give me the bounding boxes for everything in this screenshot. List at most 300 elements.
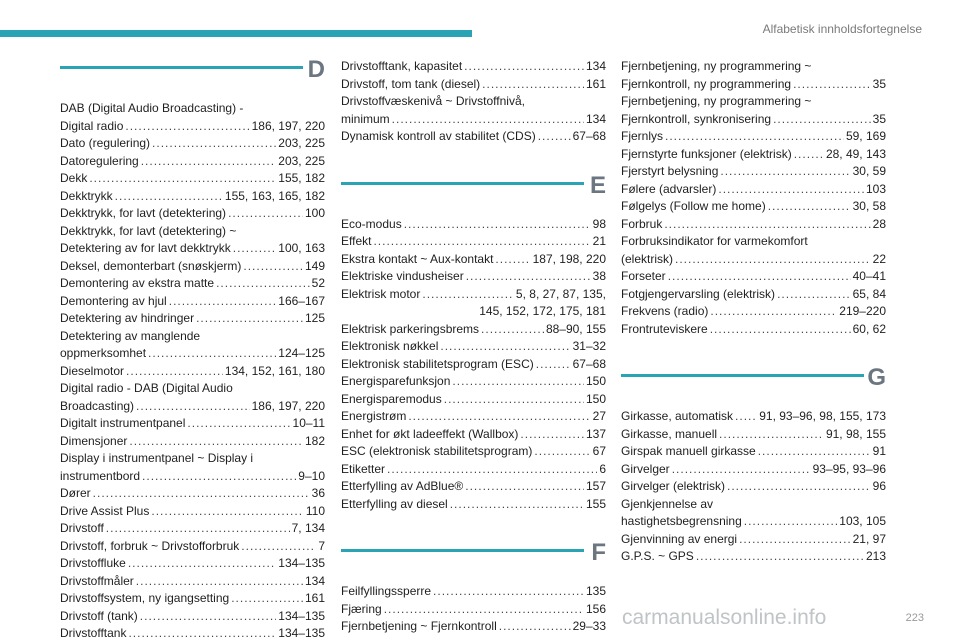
entry-row [621, 198, 886, 216]
entry-row [621, 128, 886, 146]
entry-row [621, 426, 886, 444]
index-entry [60, 450, 325, 485]
dot-leader [777, 286, 851, 304]
dot-leader [233, 240, 277, 258]
entry-pages: 150 [585, 374, 606, 388]
page-number: 223 [905, 612, 924, 624]
entry-pages: 134 [585, 111, 606, 126]
entry-pages: 100, 163 [278, 241, 325, 255]
entry-pages: 213 [865, 549, 886, 563]
entry-pages: 186, 197, 220 [251, 398, 325, 413]
index-section [621, 58, 886, 338]
entry-pages: 65, 84 [852, 286, 886, 301]
entry-term: Elektriske vindusheiser [341, 269, 464, 283]
entry-term: Elektronisk stabilitetsprogram (ESC) [341, 356, 534, 371]
index-column-1 [60, 58, 325, 643]
entry-term: Drivstoff (tank) [60, 608, 138, 623]
dot-leader [744, 513, 838, 531]
entry-pages: 203, 225 [278, 153, 325, 168]
entry-row [60, 573, 325, 591]
entry-term: Ekstra kontakt ~ Aux-kontakt [341, 251, 494, 266]
index-entry [60, 223, 325, 258]
entry-row [341, 216, 606, 234]
index-column-3 [621, 58, 886, 566]
entry-row [60, 555, 325, 573]
index-entry [621, 233, 886, 268]
entry-term: Energisparemodus [341, 391, 442, 406]
index-section [341, 171, 606, 514]
entry-term: hastighetsbegrensning [621, 514, 742, 528]
dot-leader [433, 583, 584, 601]
entry-pages: 60, 62 [852, 321, 886, 336]
index-entry [60, 433, 325, 451]
entry-term: Drivstoff [60, 521, 104, 535]
index-entry [341, 373, 606, 391]
entry-row [621, 251, 886, 269]
index-entry [621, 58, 886, 93]
index-entry [60, 485, 325, 503]
entry-term: Girkasse, automatisk [621, 409, 734, 423]
entry-term: Etiketter [341, 461, 386, 476]
header-accent-bar [0, 30, 472, 37]
dot-leader [408, 408, 590, 426]
index-entry [341, 286, 606, 321]
entry-row [621, 478, 886, 496]
entry-term: Fjernkontroll, ny programmering [621, 76, 792, 91]
entry-term: Dynamisk kontroll av stabilitet (CDS) [341, 129, 536, 143]
entry-pages: 38 [592, 269, 606, 283]
index-entry [341, 93, 606, 128]
entry-pages: 7, 134 [291, 521, 325, 535]
entry-heading-line: Display i instrumentpanel ~ Display i [60, 451, 254, 465]
index-entry [341, 426, 606, 444]
entry-pages: 219–220 [839, 304, 886, 318]
entry-pages: 124–125 [278, 346, 325, 360]
entry-row [60, 398, 325, 416]
index-entry [60, 188, 325, 206]
index-entry [621, 181, 886, 199]
section-gap [621, 338, 886, 366]
index-entry [621, 198, 886, 216]
entry-pages: 157 [585, 479, 606, 493]
index-entry [341, 601, 606, 619]
dot-leader [187, 415, 290, 433]
index-entry [621, 163, 886, 181]
entry-pages: 30, 58 [852, 199, 886, 213]
entry-term: Dekktrykk [60, 188, 113, 203]
index-entry [621, 268, 886, 286]
index-entry [341, 391, 606, 409]
entry-row [341, 111, 606, 129]
dot-leader [710, 303, 837, 321]
section-header [60, 58, 325, 100]
index-entry [60, 380, 325, 415]
dot-leader [464, 58, 584, 76]
index-entry [621, 93, 886, 128]
entry-pages: 21 [592, 234, 606, 248]
entry-term: Dato (regulering) [60, 136, 151, 150]
dot-leader [444, 391, 584, 409]
entry-pages: 93–95, 93–96 [812, 461, 886, 476]
entry-term: Dører [60, 486, 91, 500]
entry-row [621, 163, 886, 181]
entry-term: Drivstoff, forbruk ~ Drivstofforbruk [60, 538, 240, 553]
index-entry [341, 233, 606, 251]
entry-row [621, 181, 886, 199]
index-entry [621, 426, 886, 444]
dot-leader [672, 461, 811, 479]
entry-heading-line: Dekktrykk, for lavt (detektering) ~ [60, 223, 237, 238]
entry-pages: 36 [311, 486, 325, 500]
entry-pages: 103, 105 [839, 514, 886, 528]
entry-term: Drive Assist Plus [60, 503, 150, 518]
entry-term: G.P.S. ~ GPS [621, 549, 694, 563]
dot-leader [125, 118, 249, 136]
entry-term: Fjerstyrt belysning [621, 164, 719, 178]
entry-term: Fjernstyrte funksjoner (elektrisk) [621, 146, 792, 161]
index-entry [60, 590, 325, 608]
dot-leader [664, 216, 870, 234]
entry-term: Drivstoffmåler [60, 573, 134, 588]
entry-heading-line: Fjernbetjening, ny programmering ~ [621, 94, 812, 108]
entry-pages: 110 [305, 503, 325, 518]
entry-row [60, 205, 325, 223]
entry-heading-line: Digital radio - DAB (Digital Audio [60, 381, 233, 395]
entry-row [621, 461, 886, 479]
dot-leader [404, 216, 591, 234]
entry-term: Detektering av for lavt dekktrykk [60, 241, 231, 255]
entry-pages: 6 [599, 461, 606, 476]
dot-leader [243, 258, 303, 276]
entry-term: Fjernkontroll, synkronisering [621, 111, 772, 126]
entry-row [621, 268, 886, 286]
entry-pages: 67–68 [572, 129, 606, 143]
dot-leader [126, 363, 223, 381]
entry-pages: 28 [872, 216, 886, 231]
entry-term: Frontruteviskere [621, 321, 708, 336]
entry-term: Fjernlys [621, 129, 664, 143]
dot-leader [538, 128, 571, 146]
entry-row [341, 601, 606, 619]
dot-leader [465, 478, 584, 496]
entry-term: Digital radio [60, 118, 124, 133]
section-gap [341, 146, 606, 174]
entry-row [621, 531, 886, 549]
entry-term: Dieselmotor [60, 363, 125, 378]
entry-row [341, 286, 606, 304]
dot-leader [169, 293, 277, 311]
dot-leader [466, 268, 591, 286]
entry-term: Følgelys (Follow me home) [621, 199, 766, 213]
entry-term: Dekk [60, 171, 88, 185]
section-letter: D [307, 56, 325, 83]
index-entry [341, 58, 606, 76]
index-entry [621, 286, 886, 304]
index-entry [341, 461, 606, 479]
entry-term: Drivstofftank, kapasitet [341, 59, 463, 73]
entry-row [60, 135, 325, 153]
entry-row [341, 128, 606, 146]
dot-leader [534, 443, 590, 461]
entry-row [60, 240, 325, 258]
index-entry [621, 548, 886, 566]
entry-heading-line: DAB (Digital Audio Broadcasting) - [60, 101, 244, 115]
index-entry [621, 321, 886, 339]
dot-leader [241, 538, 316, 556]
entry-row [341, 76, 606, 94]
dot-leader [495, 251, 530, 269]
entry-row [341, 338, 606, 356]
index-entry [621, 303, 886, 321]
dot-leader [140, 608, 276, 626]
entry-pages: 67–68 [572, 356, 606, 371]
entry-term: (elektrisk) [621, 251, 674, 266]
entry-term: Demontering av ekstra matte [60, 276, 215, 290]
entry-term: Girkasse, manuell [621, 426, 718, 441]
dot-leader [228, 205, 303, 223]
index-entry [60, 258, 325, 276]
index-entry [60, 555, 325, 573]
index-entry [341, 216, 606, 234]
index-entry [60, 573, 325, 591]
entry-term: instrumentbord [60, 468, 141, 483]
dot-leader [727, 478, 871, 496]
watermark: carmanualsonline.info [622, 606, 827, 629]
index-entry [60, 503, 325, 521]
entry-term: Etterfylling av diesel [341, 496, 448, 511]
dot-leader [440, 338, 570, 356]
entry-pages: 134–135 [278, 626, 325, 640]
dot-leader [794, 146, 824, 164]
entry-pages: 21, 97 [852, 531, 886, 546]
index-column-2 [341, 58, 606, 636]
index-entry [60, 293, 325, 311]
entry-row [60, 170, 325, 188]
section-rule [341, 182, 584, 185]
entry-row [60, 258, 325, 276]
section-header [341, 541, 606, 583]
entry-pages: 91, 98, 155 [825, 426, 886, 441]
index-entry [60, 328, 325, 363]
section-header [621, 366, 886, 408]
dot-leader [142, 468, 296, 486]
entry-term: Elektronisk nøkkel [341, 339, 439, 353]
dot-leader [720, 163, 850, 181]
entry-term: Fjæring [341, 601, 382, 616]
entry-pages: 150 [585, 391, 606, 406]
entry-pages: 30, 59 [852, 164, 886, 178]
entry-row [341, 618, 606, 636]
entry-row [60, 468, 325, 486]
entry-term: Demontering av hjul [60, 293, 167, 308]
entry-heading-line: Gjenkjennelse av [621, 496, 714, 511]
entry-row [60, 188, 325, 206]
dot-leader [719, 426, 824, 444]
entry-term: Girspak manuell girkasse [621, 444, 756, 458]
index-entry [341, 408, 606, 426]
entry-term: Dekktrykk, for lavt (detektering) [60, 206, 227, 220]
dot-leader [499, 618, 571, 636]
entry-row [341, 58, 606, 76]
entry-row [621, 216, 886, 234]
entry-pages: 166–167 [278, 293, 325, 308]
entry-pages: 203, 225 [278, 136, 325, 150]
dot-leader [128, 555, 276, 573]
entry-pages: 103 [865, 181, 886, 196]
entry-pages: 134, 152, 161, 180 [224, 363, 325, 378]
entry-row [621, 286, 886, 304]
dot-leader [710, 321, 851, 339]
entry-pages: 22 [872, 251, 886, 266]
entry-pages: 59, 169 [845, 129, 886, 143]
index-entry [621, 531, 886, 549]
entry-pages: 88–90, 155 [545, 321, 606, 336]
dot-leader [758, 443, 871, 461]
dot-leader [536, 356, 571, 374]
index-entry [621, 443, 886, 461]
index-entry [341, 356, 606, 374]
dot-leader [148, 345, 276, 363]
entry-pages: 187, 198, 220 [532, 251, 606, 266]
dot-leader [196, 310, 303, 328]
entry-pages: 135 [585, 584, 606, 598]
index-entry [341, 443, 606, 461]
entry-row [60, 345, 325, 363]
entry-term: Fjernbetjening ~ Fjernkontroll [341, 619, 497, 633]
entry-term: Effekt [341, 234, 372, 248]
entry-row [341, 356, 606, 374]
entry-row [341, 251, 606, 269]
entry-row [341, 373, 606, 391]
dot-leader [384, 601, 584, 619]
entry-pages: 67 [592, 444, 606, 458]
entry-pages: 7 [318, 538, 325, 553]
entry-row [621, 548, 886, 566]
dot-leader [141, 153, 277, 171]
entry-term: Feilfyllingssperre [341, 584, 432, 598]
dot-leader [665, 128, 844, 146]
dot-leader [668, 268, 851, 286]
section-rule [341, 549, 584, 552]
dot-leader [793, 76, 871, 94]
entry-pages: 155 [585, 496, 606, 511]
entry-row [60, 538, 325, 556]
dot-leader [422, 286, 514, 304]
dot-leader [216, 275, 310, 293]
dot-leader [115, 188, 223, 206]
entry-term: Broadcasting) [60, 398, 135, 413]
entry-row [60, 608, 325, 626]
entry-row [60, 415, 325, 433]
entry-row [621, 443, 886, 461]
entry-pages: 155, 163, 165, 182 [224, 188, 325, 203]
index-entry [341, 268, 606, 286]
entry-pages: 125 [304, 311, 325, 325]
index-entry [60, 275, 325, 293]
index-entry [621, 478, 886, 496]
entry-term: Elektrisk parkeringsbrems [341, 321, 480, 336]
entry-pages: 98 [592, 216, 606, 231]
entry-term: Drivstofftank [60, 626, 127, 640]
index-entry [341, 76, 606, 94]
dot-leader [675, 251, 871, 269]
entry-pages: 5, 8, 27, 87, 135, [515, 286, 606, 301]
dot-leader [93, 485, 310, 503]
index-section [60, 58, 325, 643]
index-entry [60, 538, 325, 556]
index-entry [621, 461, 886, 479]
entry-row [341, 408, 606, 426]
index-entry [60, 363, 325, 381]
entry-term: Fotgjengervarsling (elektrisk) [621, 286, 776, 301]
entry-term: Eco-modus [341, 216, 402, 231]
entry-row [341, 496, 606, 514]
entry-row [60, 275, 325, 293]
entry-heading-line: Fjernbetjening, ny programmering ~ [621, 59, 812, 73]
entry-term: Drivstoffsystem, ny igangsetting [60, 591, 230, 605]
entry-pages: 137 [585, 426, 606, 441]
entry-row [341, 426, 606, 444]
index-entry [341, 478, 606, 496]
entry-row [341, 233, 606, 251]
dot-leader [718, 181, 864, 199]
entry-pages: 28, 49, 143 [825, 146, 886, 161]
dot-leader [773, 111, 871, 129]
entry-term: Girvelger (elektrisk) [621, 479, 726, 493]
section-letter: E [589, 171, 606, 199]
entry-row [341, 443, 606, 461]
entry-pages: 186, 197, 220 [251, 118, 325, 133]
entry-pages: 100 [304, 206, 325, 220]
dot-leader [768, 198, 851, 216]
entry-heading-line: Detektering av manglende [60, 328, 201, 343]
dot-leader [373, 233, 590, 251]
section-rule [60, 66, 303, 69]
dot-leader [151, 503, 304, 521]
entry-term: Girvelger [621, 461, 670, 476]
entry-term: Frekvens (radio) [621, 304, 709, 318]
index-section [341, 58, 606, 146]
index-entry [341, 496, 606, 514]
index-entry [60, 170, 325, 188]
index-entry [341, 128, 606, 146]
entry-term: Energisparefunksjon [341, 374, 451, 388]
entry-term: Digitalt instrumentpanel [60, 416, 186, 430]
dot-leader [481, 321, 544, 339]
entry-row [621, 303, 886, 321]
entry-heading-line: Drivstoffvæskenivå ~ Drivstoffnivå, [341, 94, 525, 108]
entry-term: Detektering av hindringer [60, 311, 195, 325]
section-rule [621, 374, 864, 377]
entry-term: Deksel, demonterbart (snøskjerm) [60, 258, 242, 273]
entry-row [621, 111, 886, 129]
section-gap [341, 513, 606, 541]
entry-pages: 35 [872, 76, 886, 91]
entry-pages: 31–32 [572, 339, 606, 353]
dot-leader [735, 408, 757, 426]
entry-term: Forbruk [621, 216, 663, 231]
dot-leader [106, 520, 290, 538]
entry-pages: 91 [872, 444, 886, 458]
entry-term: ESC (elektronisk stabilitetsprogram) [341, 444, 533, 458]
entry-pages: 149 [304, 258, 325, 273]
section-letter: F [591, 539, 606, 566]
entry-term: Dimensjoner [60, 433, 128, 448]
entry-pages: 156 [585, 601, 606, 616]
entry-row [60, 433, 325, 451]
index-section [341, 541, 606, 636]
entry-pages: 40–41 [852, 269, 886, 283]
